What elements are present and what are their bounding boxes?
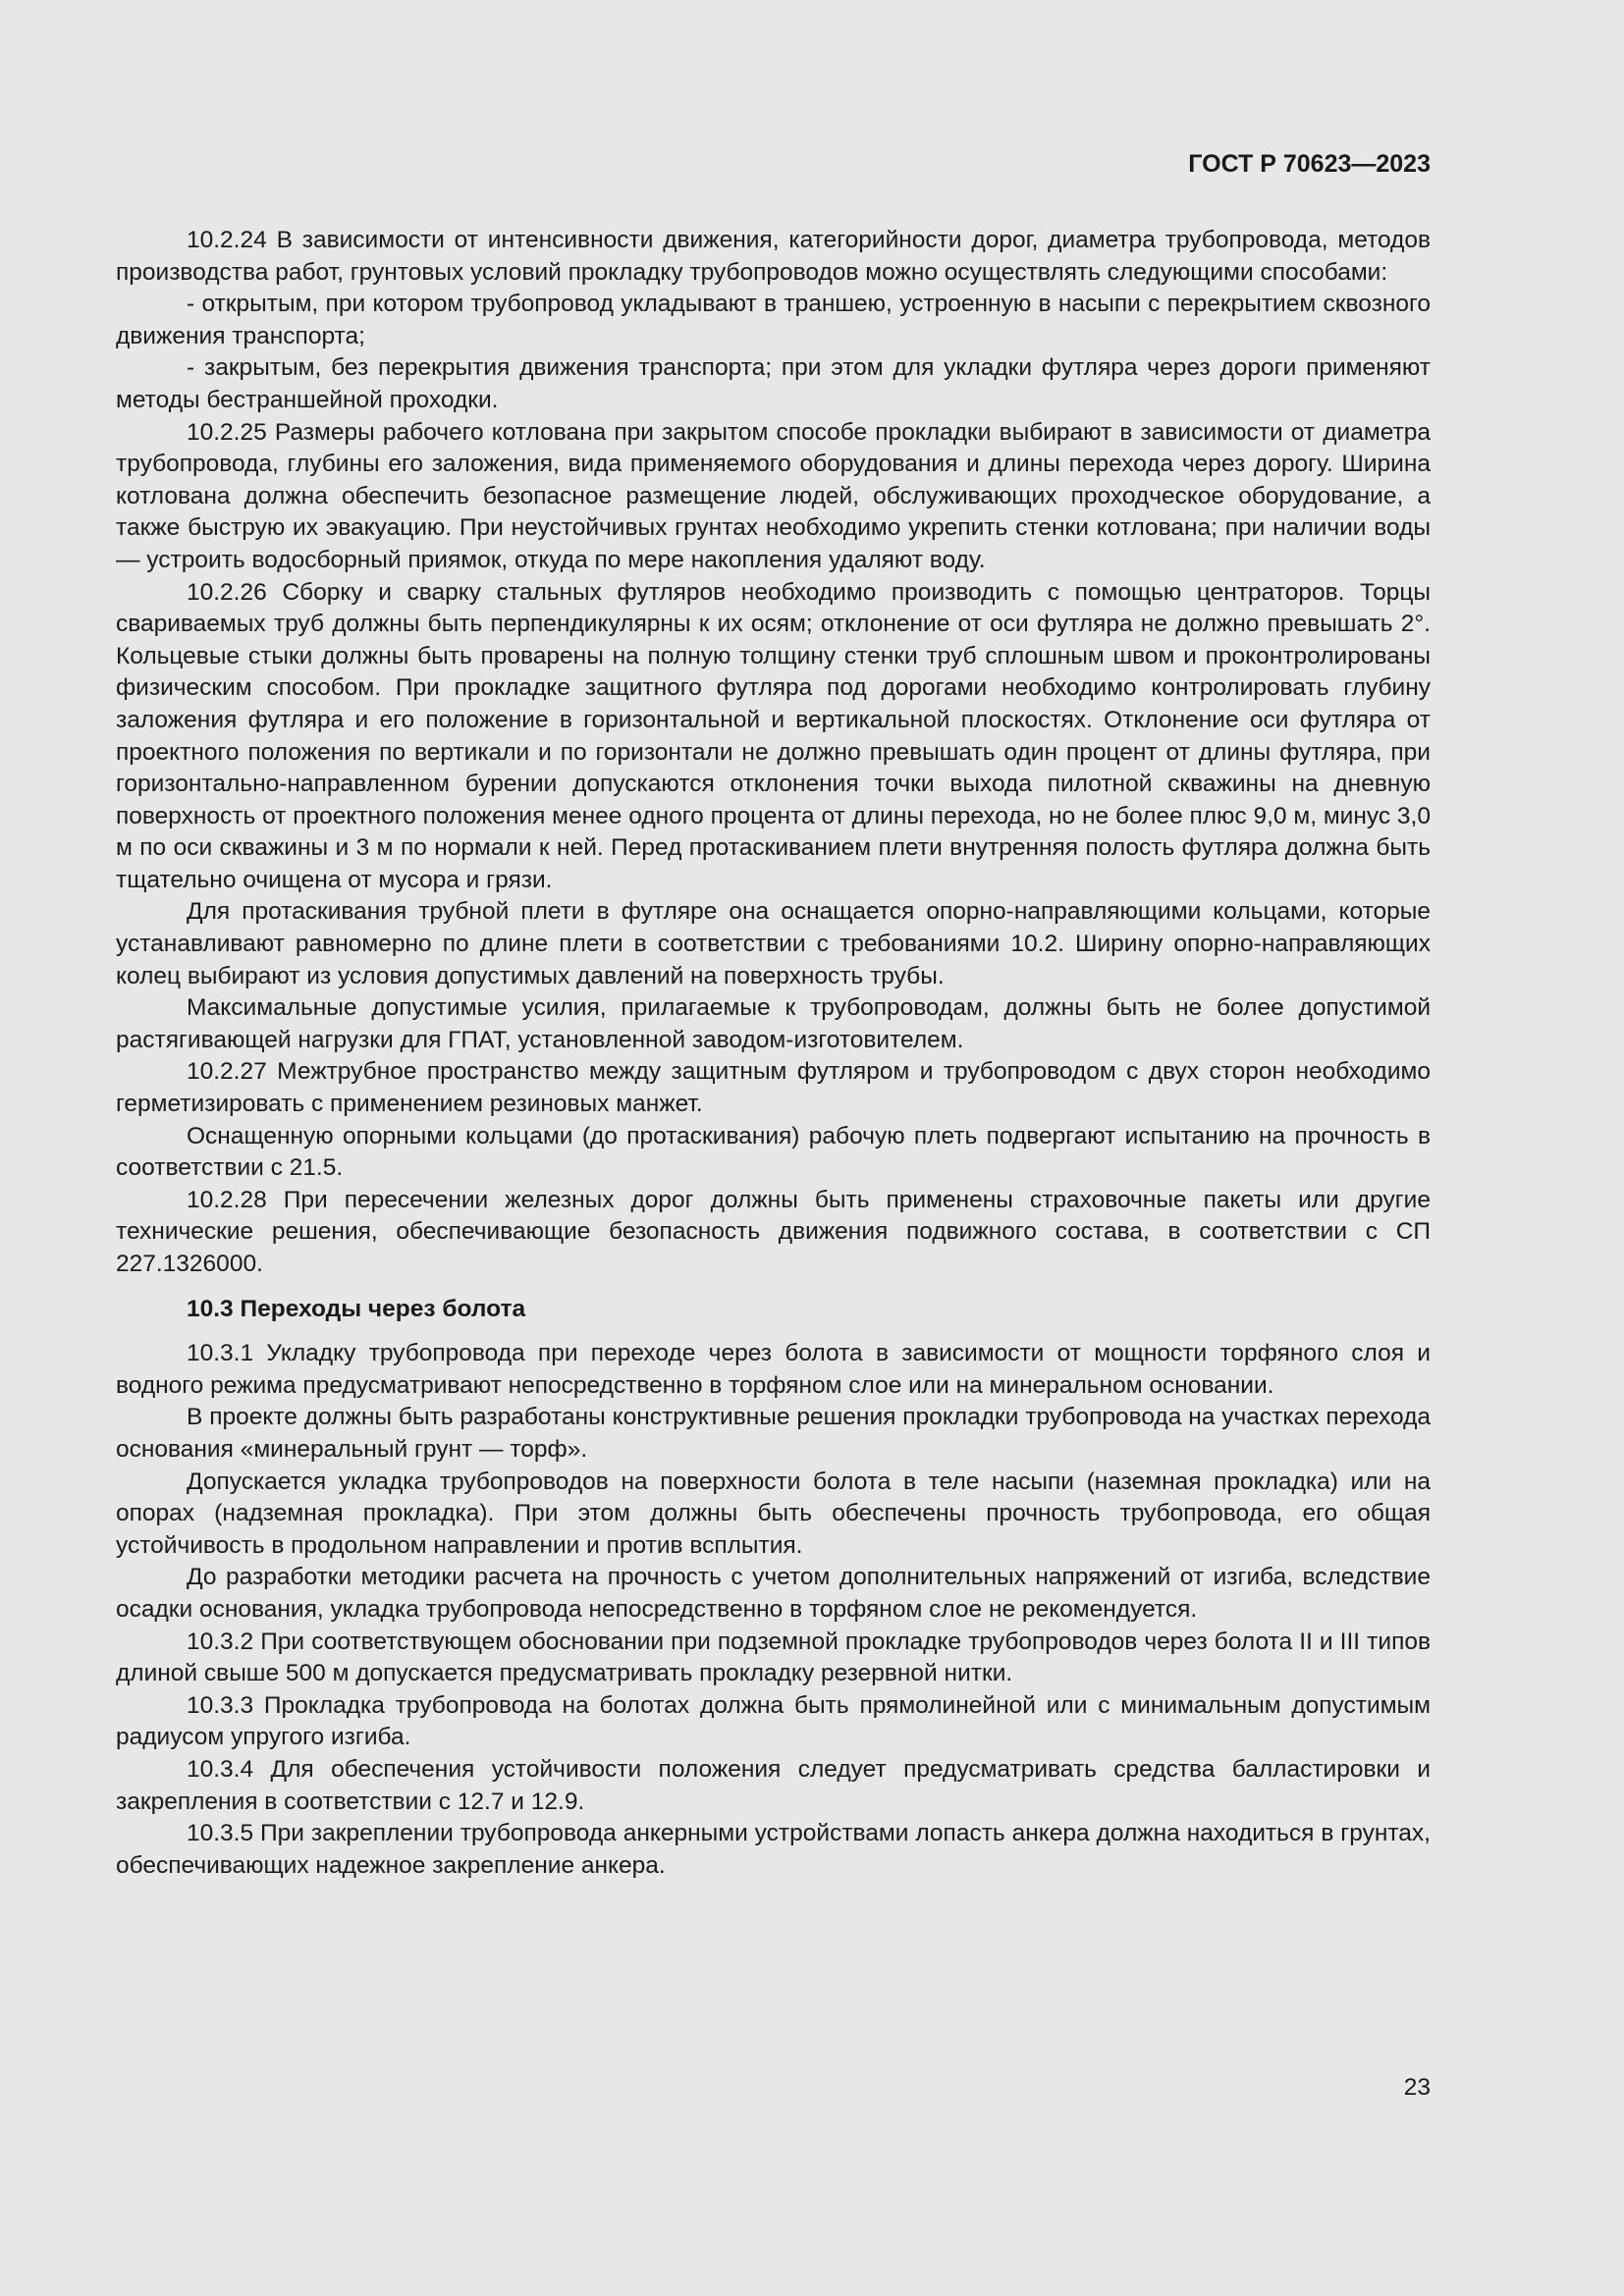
paragraph-10-3-2: 10.3.2 При соответствующем обосновании при подземной прокладке трубопроводов через болота II и III типов длиной свыше 500 м допускается предусматривать прокладку резервной нитки. <box>116 1628 1431 1687</box>
page-number: 23 <box>1403 2074 1431 2101</box>
list-item-open-method: - открытым, при котором трубопровод укладывают в траншею, устроенную в насыпи с перекрытием сквозного движения транспорта; <box>116 291 1431 349</box>
paragraph-10-3-3: 10.3.3 Прокладка трубопровода на болотах должна быть прямолинейной или с минимальным допустимым радиусом упругого изгиба. <box>116 1691 1431 1751</box>
document-body <box>116 225 1431 1882</box>
section-heading-10-3: 10.3 Переходы через болота <box>187 1295 526 1322</box>
paragraph-10-3-5: 10.3.5 При закреплении трубопровода анкерными устройствами лопасть анкера должна находиться в грунтах, обеспечивающих надежное закрепление анкера. <box>116 1820 1431 1879</box>
paragraph-support-rings: Для протаскивания трубной плети в футляре она оснащается опорно-направляющими кольцами, которые устанавливают равномерно по длине плети в соответствии с требованиями 10.2. Ширину опорно-направляющих колец выбирают из условия допустимых давлений на поверхность трубы. <box>116 898 1431 989</box>
paragraph-design-solutions: В проекте должны быть разработаны конструктивные решения прокладки трубопровода на участках перехода основания «минеральный грунт — торф». <box>116 1404 1431 1463</box>
standard-designation: ГОСТ Р 70623—2023 <box>1188 150 1431 178</box>
list-item-closed-method: - закрытым, без перекрытия движения транспорта; при этом для укладки футляра через дороги применяют методы бестраншейной проходки. <box>116 354 1431 413</box>
paragraph-10-2-24: 10.2.24 В зависимости от интенсивности движения, категорийности дорог, диаметра трубопровода, методов производства работ, грунтовых условий прокладку трубопроводов можно осуществлять следующими способами: <box>116 227 1431 286</box>
paragraph-10-2-27: 10.2.27 Межтрубное пространство между защитным футляром и трубопроводом с двух сторон необходимо герметизировать с применением резиновых манжет. <box>116 1058 1431 1118</box>
paragraph-peat-laying: До разработки методики расчета на прочность с учетом дополнительных напряжений от изгиба, вследствие осадки основания, укладка трубопровода непосредственно в торфяном слое не рекомендуется. <box>116 1564 1431 1623</box>
paragraph-10-3-1: 10.3.1 Укладку трубопровода при переходе через болота в зависимости от мощности торфяного слоя и водного режима предусматривают непосредственно в торфяном слое или на минеральном основании. <box>116 1340 1431 1399</box>
paragraph-max-forces: Максимальные допустимые усилия, прилагаемые к трубопроводам, должны быть не более допустимой растягивающей нагрузки для ГПАТ, установленной заводом-изготовителем. <box>116 994 1431 1053</box>
paragraph-10-2-28: 10.2.28 При пересечении железных дорог должны быть применены страховочные пакеты или другие технические решения, обеспечивающие безопасность движения подвижного состава, в соответствии с СП 227.1326000. <box>116 1186 1431 1277</box>
paragraph-surface-laying: Допускается укладка трубопроводов на поверхности болота в теле насыпи (наземная прокладка) или на опорах (надземная прокладка). При этом должны быть обеспечены прочность трубопровода, его общая устойчивость в продольном направлении и против всплытия. <box>116 1468 1431 1559</box>
paragraph-10-2-26: 10.2.26 Сборку и сварку стальных футляров необходимо производить с помощью центраторов. Торцы свариваемых труб должны быть перпендикулярны к их осям; отклонение от оси футляра не должно превышать 2°. Кольцевые стыки должны быть проварены на полную толщину стенки труб сплошным швом и проконтролированы физическим способом. При прокладке защитного футляра под дорогами необходимо контролировать глубину заложения футляра и его положение в горизонтальной и вертикальной плоскостях. Отклонение оси футляра от проектного положения по вертикали и по горизонтали не должно превышать один процент от длины футляра, при горизонтально-направленном бурении допускаются отклонения точки выхода пилотной скважины на дневную поверхность от проектного положения менее одного процента от длины перехода, но не более плюс 9,0 м, минус 3,0 м по оси скважины и 3 м по нормали к ней. Перед протаскиванием плети внутренняя полость футляра должна быть тщательно очищена от мусора и грязи. <box>116 578 1431 893</box>
paragraph-10-2-25: 10.2.25 Размеры рабочего котлована при закрытом способе прокладки выбирают в зависимости от диаметра трубопровода, глубины его заложения, вида применяемого оборудования и длины перехода через дорогу. Ширина котлована должна обеспечить безопасное размещение людей, обслуживающих проходческое оборудование, а также быструю их эвакуацию. При неустойчивых грунтах необходимо укрепить стенки котлована; при наличии воды — устроить водосборный приямок, откуда по мере накопления удаляют воду. <box>116 418 1431 573</box>
paragraph-strength-test: Оснащенную опорными кольцами (до протаскивания) рабочую плеть подвергают испытанию на прочность в соответствии с 21.5. <box>116 1122 1431 1182</box>
paragraph-10-3-4: 10.3.4 Для обеспечения устойчивости положения следует предусматривать средства балластировки и закрепления в соответствии с 12.7 и 12.9. <box>116 1755 1431 1815</box>
